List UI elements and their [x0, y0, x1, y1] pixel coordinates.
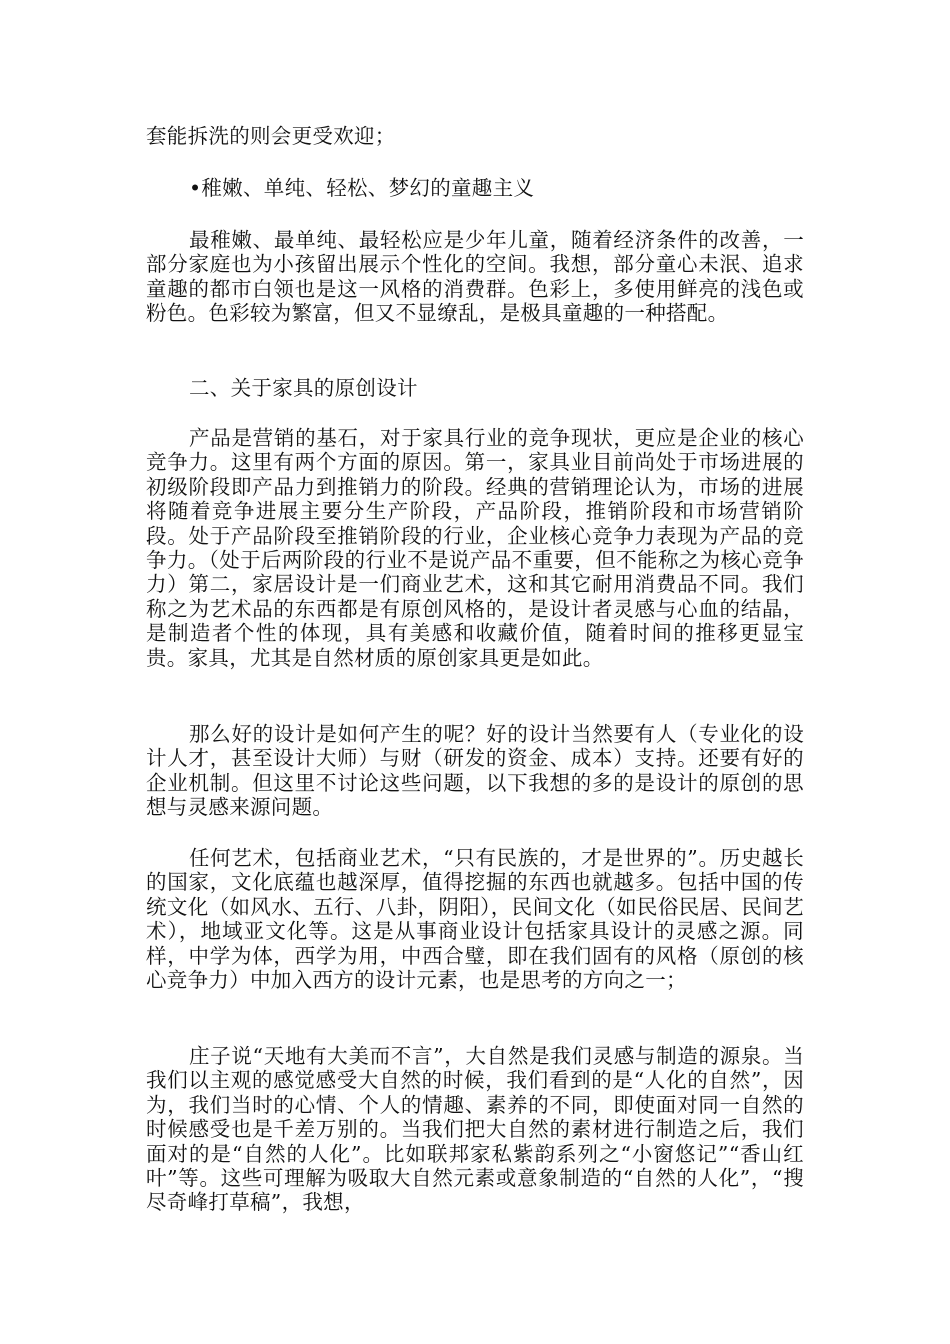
paragraph-continuation: 套能拆洗的则会更受欢迎； [146, 124, 396, 148]
paragraph-product-competitiveness: 产品是营销的基石，对于家具行业的竞争现状，更应是企业的核心竞争力。这里有两个方面的原因。第一，家具业目前尚处于市场进展的初级阶段即产品力到推销力的阶段。经典的营销理论认为，市场的进展将随着竞争进展主要分生产阶段，产品阶段，推销阶段和市场营销阶段。处于产品阶段至推销阶段的行业，企业核心竞争力表现为产品的竞争力。（处于后两阶段的行业不是说产品不重要，但不能称之为核心竞争力）第二，家居设计是一们商业艺术，这和其它耐用消费品不同。我们称之为艺术品的东西都是有原创风格的，是设计者灵感与心血的结晶，是制造者个性的体现，具有美感和收藏价值，随着时间的推移更显宝贵。家具，尤其是自然材质的原创家具更是如此。 [146, 426, 804, 670]
paragraph-national-culture: 任何艺术，包括商业艺术，“只有民族的，才是世界的”。历史越长的国家，文化底蕴也越深厚，值得挖掘的东西也就越多。包括中国的传统文化（如风水、五行、八卦，阴阳），民间文化（如民俗民居、民间艺术），地域亚文化等。这是从事商业设计包括家具设计的灵感之源。同样，中学为体，西学为用，中西合璧，即在我们固有的风格（原创的核心竞争力）中加入西方的设计元素，也是思考的方向之一； [146, 846, 804, 993]
paragraph-nature-inspiration: 庄子说“天地有大美而不言”，大自然是我们灵感与制造的源泉。当我们以主观的感觉感受大自然的时候，我们看到的是“人化的自然”，因为，我们当时的心情、个人的情趣、素养的不同，即使面对同一自然的时候感受也是千差万别的。当我们把大自然的素材进行制造之后，我们面对的是“自然的人化”。比如联邦家私紫韵系列之“小窗悠记”“香山红叶”等。这些可理解为吸取大自然元素或意象制造的“自然的人化”，“搜尽奇峰打草稿”，我想， [146, 1044, 804, 1215]
paragraph-good-design: 那么好的设计是如何产生的呢？好的设计当然要有人（专业化的设计人才，甚至设计大师）与财（研发的资金、成本）支持。还要有好的企业机制。但这里不讨论这些问题，以下我想的多的是设计的原创的思想与灵感来源问题。 [146, 722, 804, 820]
paragraph-childlike-style: 最稚嫩、最单纯、最轻松应是少年儿童，随着经济条件的改善，一部分家庭也为小孩留出展示个性化的空间。我想，部分童心未泯、追求童趣的都市白领也是这一风格的消费群。色彩上，多使用鲜亮的浅色或粉色。色彩较为繁富，但又不显缭乱，是极具童趣的一种搭配。 [146, 228, 804, 326]
bullet-heading: •稚嫩、单纯、轻松、梦幻的童趣主义 [189, 176, 535, 200]
section-heading-original-design: 二、关于家具的原创设计 [189, 376, 418, 400]
